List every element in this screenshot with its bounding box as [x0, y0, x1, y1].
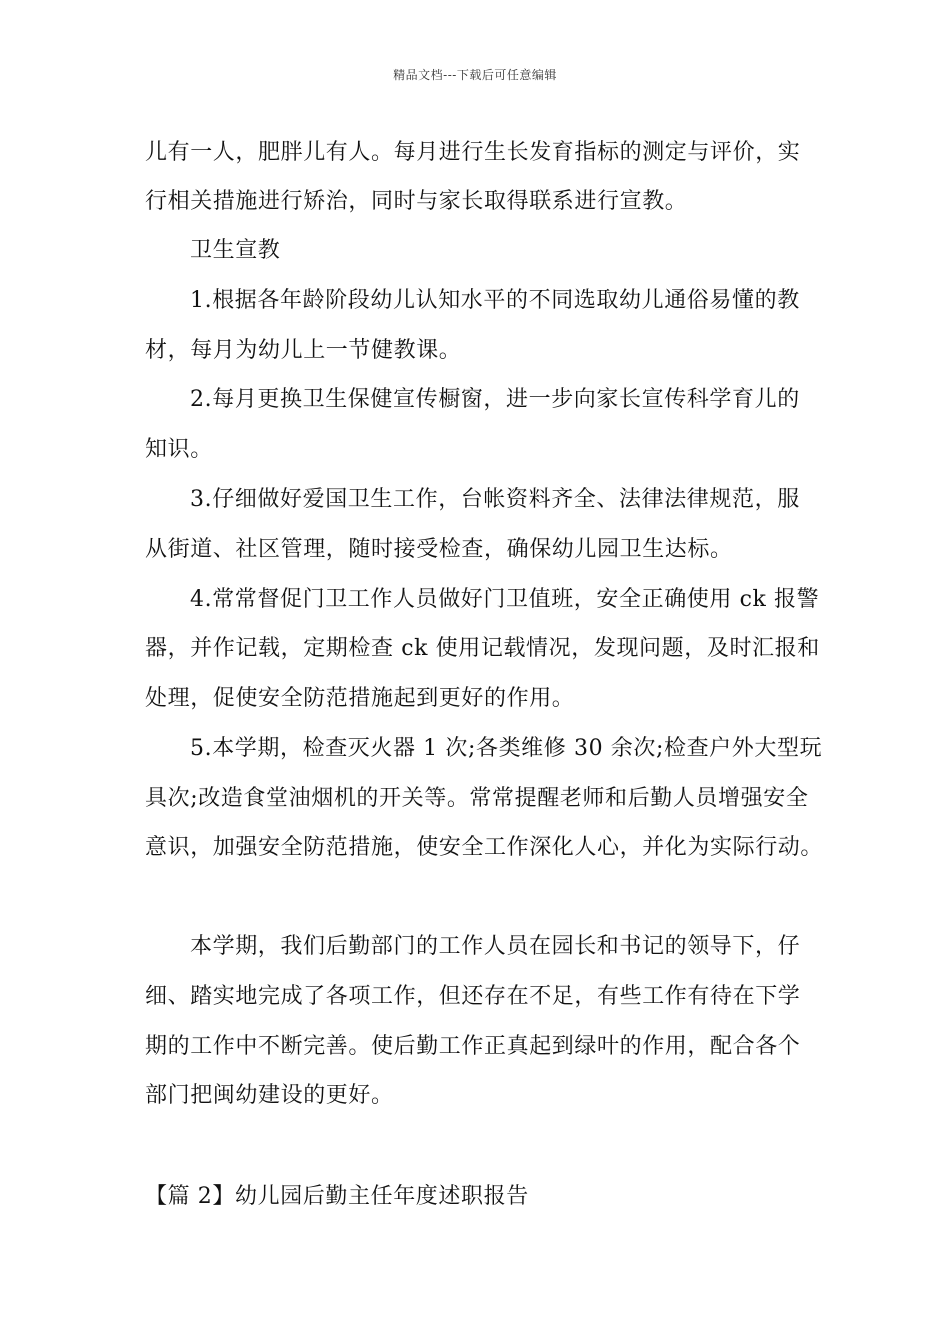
body-line: 部门把闽幼建设的更好。: [145, 1083, 394, 1108]
section-title: 【篇 2】幼儿园后勤主任年度述职报告: [145, 1184, 529, 1209]
body-line: 2.每月更换卫生保健宣传橱窗，进一步向家长宣传科学育儿的: [190, 387, 800, 412]
body-line: 具次;改造食堂油烟机的开关等。常常提醒老师和后勤人员增强安全: [145, 786, 809, 811]
body-line: 本学期，我们后勤部门的工作人员在园长和书记的领导下，仔: [190, 934, 801, 959]
body-line: 意识，加强安全防范措施，使安全工作深化人心，并化为实际行动。: [145, 835, 824, 860]
body-line: 4.常常督促门卫工作人员做好门卫值班，安全正确使用 ck 报警: [190, 587, 820, 612]
body-line: 器，并作记载，定期检查 ck 使用记载情况，发现问题，及时汇报和: [145, 636, 820, 661]
page-header: 精品文档---下载后可任意编辑: [393, 68, 557, 82]
body-line: 处理，促使安全防范措施起到更好的作用。: [145, 686, 575, 711]
section-heading: 卫生宣教: [190, 238, 281, 263]
body-line: 1.根据各年龄阶段幼儿认知水平的不同选取幼儿通俗易懂的教: [190, 288, 800, 313]
body-line: 知识。: [145, 437, 213, 462]
body-line: 期的工作中不断完善。使后勤工作正真起到绿叶的作用，配合各个: [145, 1034, 801, 1059]
body-line: 材，每月为幼儿上一节健教课。: [145, 338, 462, 363]
body-line: 细、踏实地完成了各项工作，但还存在不足，有些工作有待在下学: [145, 984, 801, 1009]
body-line: 从街道、社区管理，随时接受检查，确保幼儿园卫生达标。: [145, 537, 733, 562]
body-line: 3.仔细做好爱国卫生工作，台帐资料齐全、法律法律规范，服: [190, 487, 800, 512]
body-line: 行相关措施进行矫治，同时与家长取得联系进行宣教。: [145, 189, 688, 214]
body-line: 5.本学期，检查灭火器 1 次;各类维修 30 余次;检查户外大型玩: [190, 736, 823, 761]
body-line: 儿有一人，肥胖儿有人。每月进行生长发育指标的测定与评价，实: [145, 140, 801, 165]
